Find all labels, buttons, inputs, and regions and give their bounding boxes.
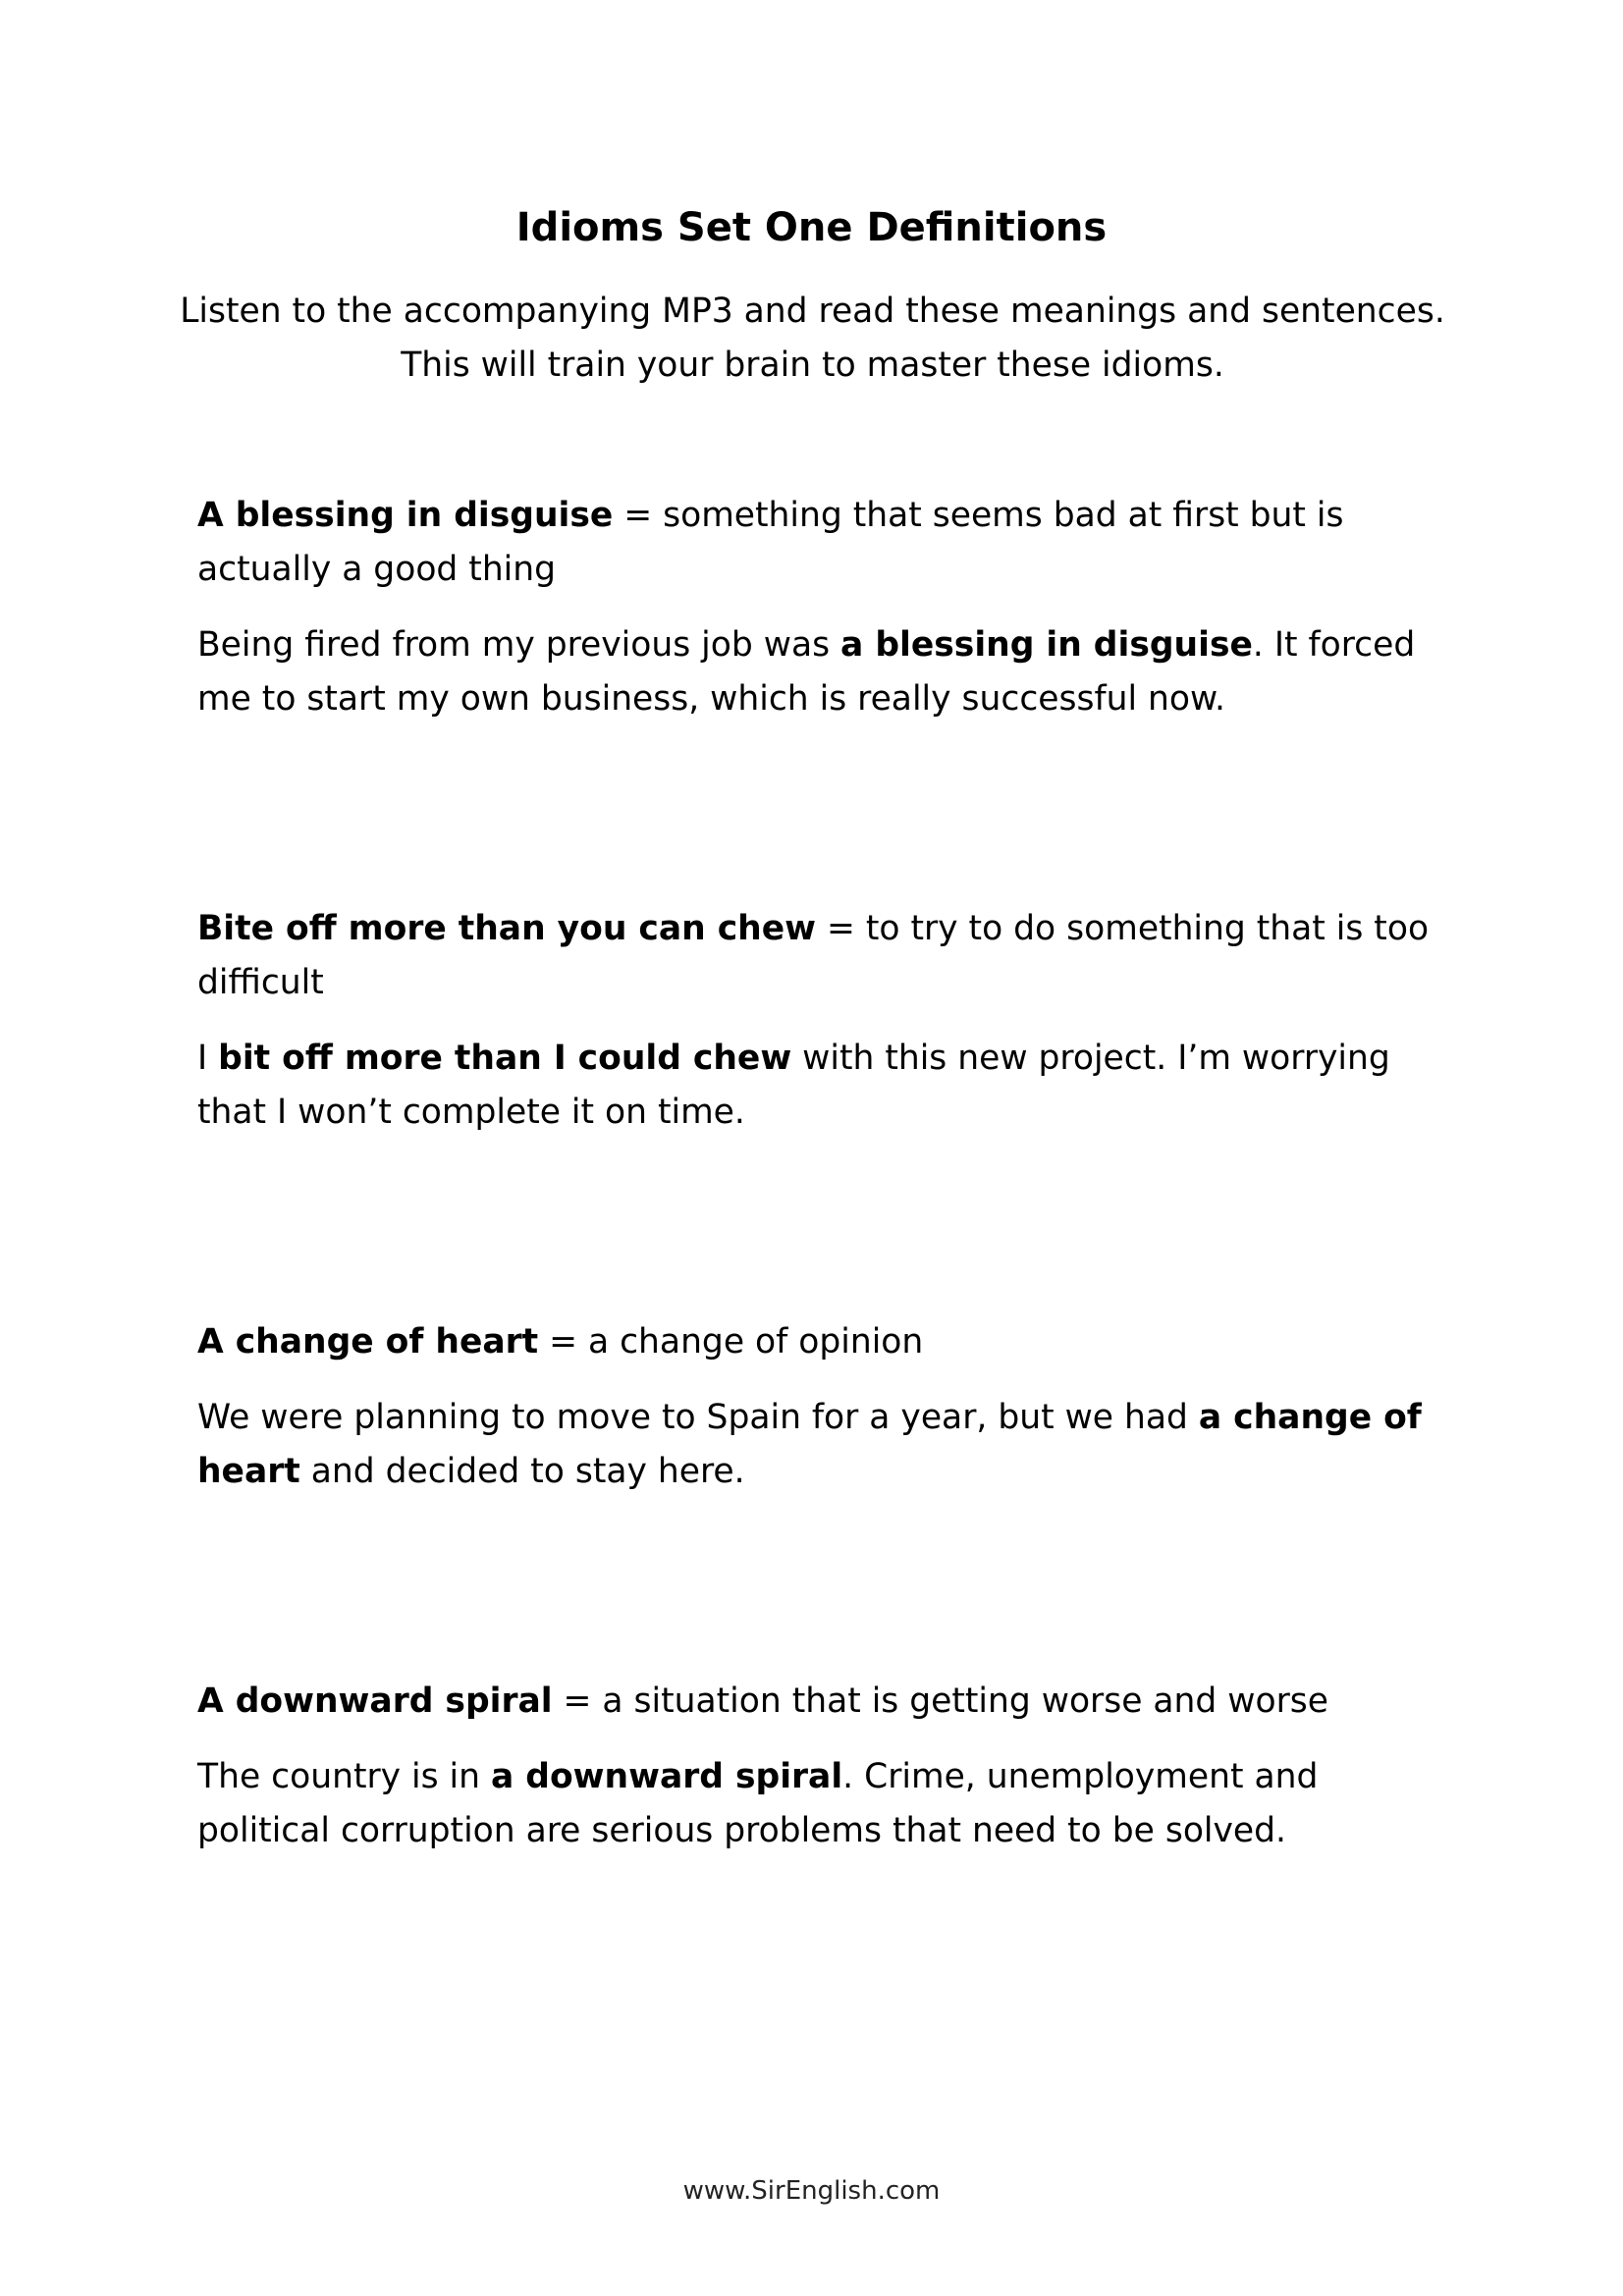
idiom-entry (197, 1675, 1439, 1858)
example-text: We were planning to move to Spain for a year, but we had (197, 1398, 1199, 1437)
example-idiom: a blessing in disguise (840, 625, 1253, 665)
example-text: . Crime, unemployment and political corruption are serious problems that need to be solved. (197, 1757, 1319, 1850)
idiom-meaning: = a situation that is getting worse and worse (552, 1682, 1328, 1721)
idiom-term: Bite off more than you can chew (197, 909, 817, 948)
page-title: Idioms Set One Definitions (515, 205, 1108, 250)
idiom-meaning: = to try to do something that is too difficult (197, 909, 1430, 1002)
idiom-example (197, 1750, 1439, 1858)
example-idiom: a change of heart (197, 1398, 1422, 1491)
idiom-entry (197, 902, 1439, 1140)
idiom-example (197, 618, 1439, 726)
idiom-definition (197, 1315, 1439, 1369)
intro-line-1: Listen to the accompanying MP3 and read these meanings and sentences. (180, 292, 1445, 331)
intro-line-2: This will train your brain to master these idioms. (401, 346, 1224, 385)
idiom-example (197, 1391, 1439, 1499)
idiom-definition (197, 902, 1439, 1010)
example-text: Being fired from my previous job was (197, 625, 841, 665)
example-idiom: bit off more than I could chew (218, 1039, 792, 1078)
example-text: . It forced me to start my own business, which is really successful now. (197, 625, 1416, 719)
idiom-entry (197, 489, 1439, 726)
intro-text (177, 285, 1448, 393)
idiom-term: A downward spiral (197, 1682, 553, 1721)
idiom-definition (197, 1675, 1439, 1729)
footer-website: www.SirEnglish.com (682, 2176, 941, 2206)
idiom-meaning: = a change of opinion (538, 1322, 924, 1362)
example-text: I (197, 1039, 219, 1078)
idiom-term: A change of heart (197, 1322, 539, 1362)
example-idiom: a downward spiral (490, 1757, 843, 1796)
idiom-term: A blessing in disguise (197, 496, 614, 535)
idiom-entry (197, 1315, 1439, 1499)
idiom-meaning: = something that seems bad at first but is actually a good thing (197, 496, 1344, 589)
idiom-example (197, 1032, 1439, 1140)
example-text: with this new project. I’m worrying that I won’t complete it on time. (197, 1039, 1390, 1132)
example-text: and decided to stay here. (299, 1452, 745, 1491)
idiom-definition (197, 489, 1439, 597)
example-text: The country is in (197, 1757, 491, 1796)
